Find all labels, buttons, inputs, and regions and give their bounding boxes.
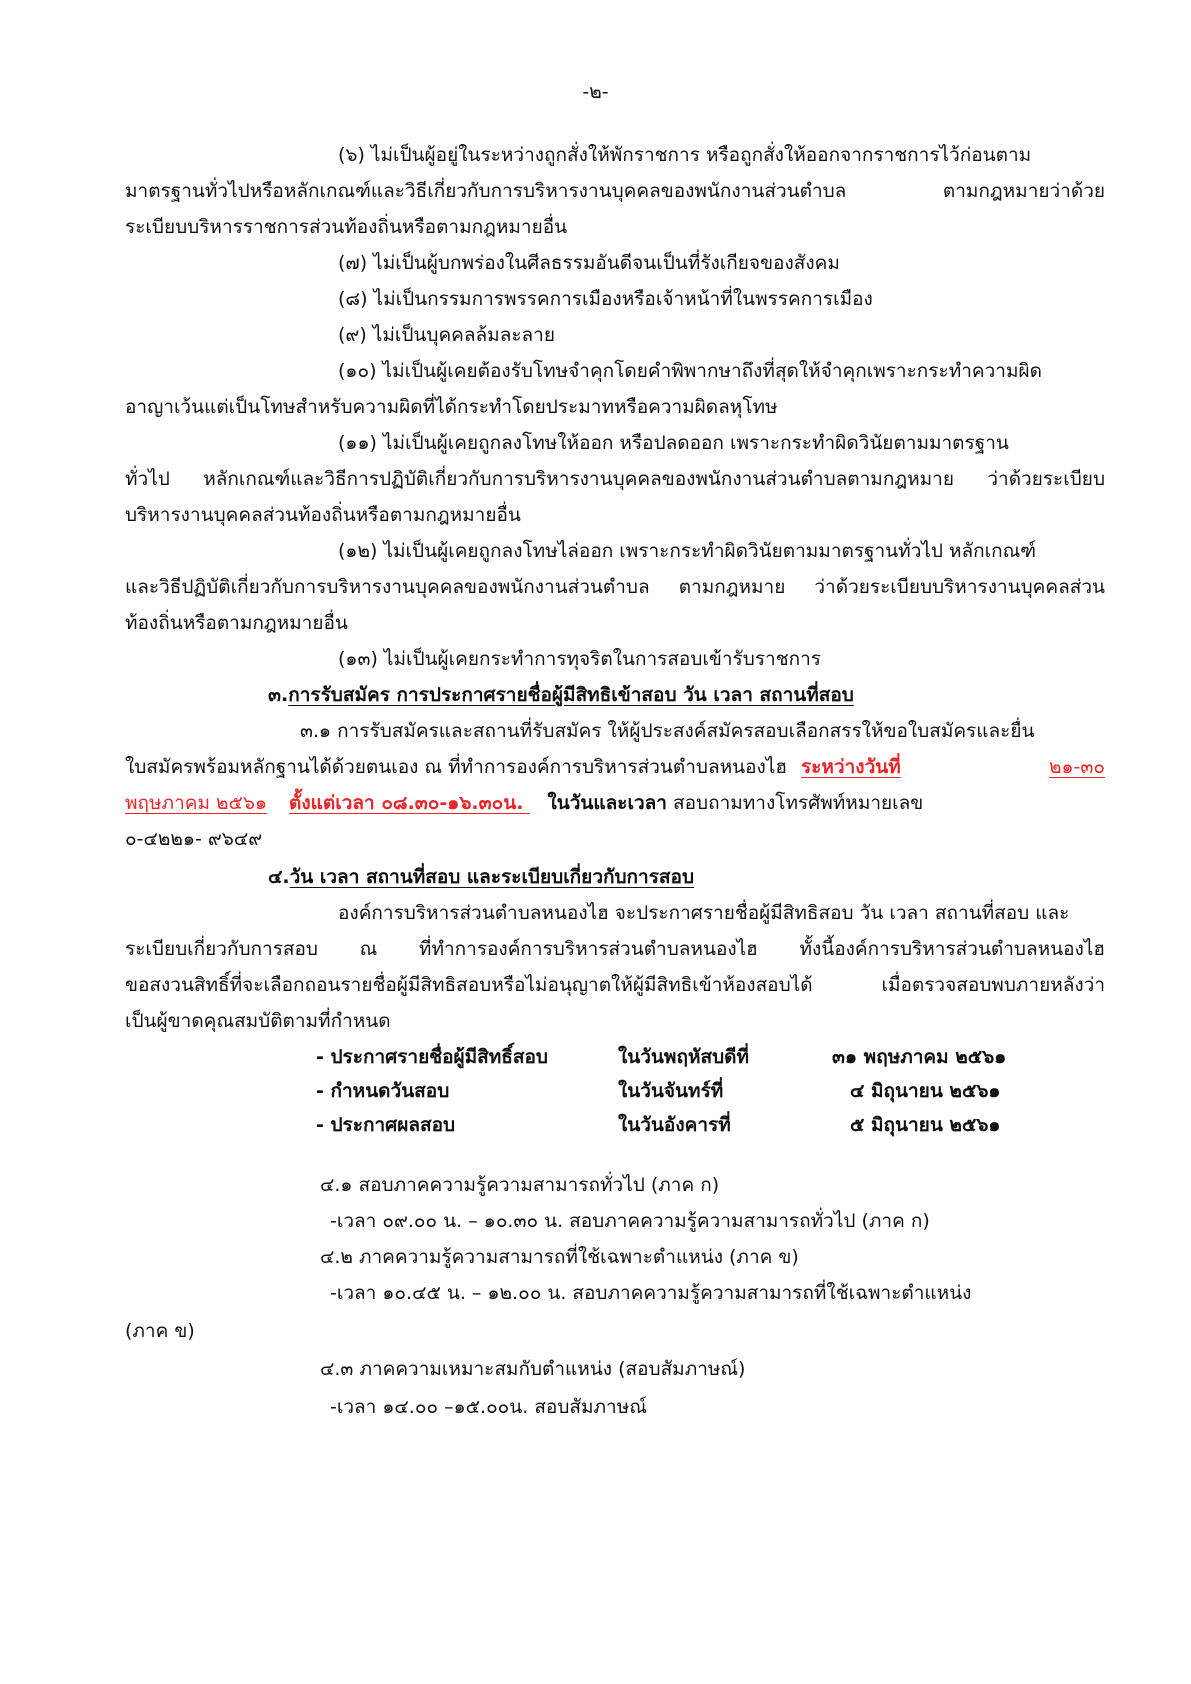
schedule-date: ๔ มิถุนายน ๒๕๖๑ <box>850 1080 1001 1102</box>
qualification-6-line1: (๖) ไม่เป็นผู้อยู่ในระหว่างถูกสั่งให้พักราชการ หรือถูกสั่งให้ออกจากราชการไว้ก่อนตาม <box>338 144 1032 166</box>
qualification-11-line3: บริหารงานบุคคลส่วนท้องถิ่นหรือตามกฎหมายอื่น <box>125 504 521 526</box>
section-3-1-line1: ๓.๑ การรับสมัครและสถานที่รับสมัคร ให้ผู้ประสงค์สมัครสอบเลือกสรรให้ขอใบสมัครและยื่น <box>300 720 1035 742</box>
part-4-2-time-continued: (ภาค ข) <box>125 1320 195 1342</box>
phone-number: ๐-๔๒๒๑- ๙๖๔๙ <box>125 828 263 850</box>
schedule-day: ในวันอังคารที่ <box>618 1114 731 1136</box>
schedule-event: - ประกาศผลสอบ <box>316 1114 456 1136</box>
schedule-date: ๓๑ พฤษภาคม ๒๕๖๑ <box>832 1046 1007 1068</box>
qualification-10-line2: อาญาเว้นแต่เป็นโทษสำหรับความผิดที่ได้กระทำโดยประมาทหรือความผิดลหุโทษ <box>125 396 778 418</box>
qualification-6-line3: ระเบียบบริหารราชการส่วนท้องถิ่นหรือตามกฎหมายอื่น <box>125 216 568 238</box>
page-number: -๒- <box>582 81 609 103</box>
schedule-date: ๕ มิถุนายน ๒๕๖๑ <box>850 1114 1001 1136</box>
qualification-12-line1: (๑๒) ไม่เป็นผู้เคยถูกลงโทษไล่ออก เพราะกระทำผิดวินัยตามมาตรฐานทั่วไป หลักเกณฑ์ <box>338 540 1037 562</box>
contact-text: สอบถามทางโทรศัพท์หมายเลข <box>673 792 924 814</box>
contact-label: ในวันและเวลา <box>547 792 667 814</box>
schedule-event: - ประกาศรายชื่อผู้มีสิทธิ์สอบ <box>316 1046 548 1068</box>
part-4-1-title: ๔.๑ สอบภาคความรู้ความสามารถทั่วไป (ภาค ก) <box>320 1174 720 1196</box>
section-3-number: ๓. <box>268 684 289 706</box>
part-4-2-title: ๔.๒ ภาคความรู้ความสามารถที่ใช้เฉพาะตำแหน่ง (ภาค ข) <box>320 1246 799 1268</box>
section-3-heading <box>268 680 854 710</box>
qualification-12-line3: ท้องถิ่นหรือตามกฎหมายอื่น <box>125 612 348 634</box>
section-4-line1: องค์การบริหารส่วนตำบลหนองไฮ จะประกาศรายชื่อผู้มีสิทธิสอบ วัน เวลา สถานที่สอบ และ <box>338 902 1070 924</box>
section-3-title: การรับสมัคร การประกาศรายชื่อผู้มีสิทธิเข้าสอบ วัน เวลา สถานที่สอบ <box>288 684 854 706</box>
section-4-heading <box>268 862 694 892</box>
qualification-12-line2: และวิธีปฏิบัติเกี่ยวกับการบริหารงานบุคคลของพนักงานส่วนตำบล ตามกฎหมาย ว่าด้วยระเบียบบริหารงานบุคคลส่วน <box>125 576 1105 598</box>
application-hours: ตั้งแต่เวลา ๐๘.๓๐-๑๖.๓๐น. <box>289 792 524 814</box>
qualification-11-line2: ทั่วไป หลักเกณฑ์และวิธีการปฏิบัติเกี่ยวกับการบริหารงานบุคคลของพนักงานส่วนตำบลตามกฎหมาย ว่าด้วยระเบียบ <box>125 468 1105 490</box>
part-4-1-time: -เวลา ๐๙.๐๐ น. – ๑๐.๓๐ น. สอบภาคความรู้ความสามารถทั่วไป (ภาค ก) <box>330 1210 930 1232</box>
part-4-3-time: -เวลา ๑๔.๐๐ –๑๕.๐๐น. สอบสัมภาษณ์ <box>330 1396 647 1418</box>
qualification-9: (๙) ไม่เป็นบุคคลล้มละลาย <box>338 324 555 346</box>
schedule-day: ในวันพฤหัสบดีที่ <box>618 1046 749 1068</box>
application-period-label: ระหว่างวันที่ <box>801 756 901 778</box>
section-4-line3: ขอสงวนสิทธิ์ที่จะเลือกถอนรายชื่อผู้มีสิทธิสอบหรือไม่อนุญาตให้ผู้มีสิทธิเข้าห้องสอบได้ เมื่อตรวจสอบพบภายหลังว่า <box>125 974 1105 996</box>
underline-gap <box>851 752 925 753</box>
section-3-1-location: ใบสมัครพร้อมหลักฐานได้ด้วยตนเอง ณ ที่ทำการองค์การบริหารส่วนตำบลหนองไฮ <box>125 756 787 778</box>
section-3-1-line2 <box>125 752 1105 782</box>
qualification-7: (๗) ไม่เป็นผู้บกพร่องในศีลธรรมอันดีจนเป็นที่รังเกียจของสังคม <box>338 252 840 274</box>
part-4-3-title: ๔.๓ ภาคความเหมาะสมกับตำแหน่ง (สอบสัมภาษณ์) <box>320 1358 746 1380</box>
schedule-day: ในวันจันทร์ที่ <box>618 1080 724 1102</box>
qualification-8: (๘) ไม่เป็นกรรมการพรรคการเมืองหรือเจ้าหน้าที่ในพรรคการเมือง <box>338 288 873 310</box>
part-4-2-time: -เวลา ๑๐.๔๕ น. – ๑๒.๐๐ น. สอบภาคความรู้ความสามารถที่ใช้เฉพาะตำแหน่ง <box>330 1282 972 1304</box>
qualification-11-line1: (๑๑) ไม่เป็นผู้เคยถูกลงโทษให้ออก หรือปลดออก เพราะกระทำผิดวินัยตามมาตรฐาน <box>338 432 1009 454</box>
qualification-6-line2: มาตรฐานทั่วไปหรือหลักเกณฑ์และวิธีเกี่ยวกับการบริหารงานบุคคลของพนักงานส่วนตำบล ตามกฎหมายว่าด้วย <box>125 180 1105 202</box>
section-4-line4: เป็นผู้ขาดคุณสมบัติตามที่กำหนด <box>125 1010 391 1032</box>
application-month: พฤษภาคม ๒๕๖๑ <box>125 792 268 814</box>
section-4-number: ๔. <box>268 866 290 888</box>
section-4-title: วัน เวลา สถานที่สอบ และระเบียบเกี่ยวกับการสอบ <box>289 866 694 888</box>
schedule-event: - กำหนดวันสอบ <box>316 1080 450 1102</box>
qualification-13: (๑๓) ไม่เป็นผู้เคยกระทำการทุจริตในการสอบเข้ารับราชการ <box>338 648 821 670</box>
section-3-1-line3 <box>125 788 923 818</box>
application-dates: ๒๑-๓๐ <box>1048 756 1105 778</box>
qualification-10-line1: (๑๐) ไม่เป็นผู้เคยต้องรับโทษจำคุกโดยคำพิพากษาถึงที่สุดให้จำคุกเพราะกระทำความผิด <box>338 360 1042 382</box>
section-4-line2: ระเบียบเกี่ยวกับการสอบ ณ ที่ทำการองค์การบริหารส่วนตำบลหนองไฮ ทั้งนี้องค์การบริหารส่วนตำบลหนองไฮ <box>125 938 1105 960</box>
underline-tail <box>523 788 541 818</box>
